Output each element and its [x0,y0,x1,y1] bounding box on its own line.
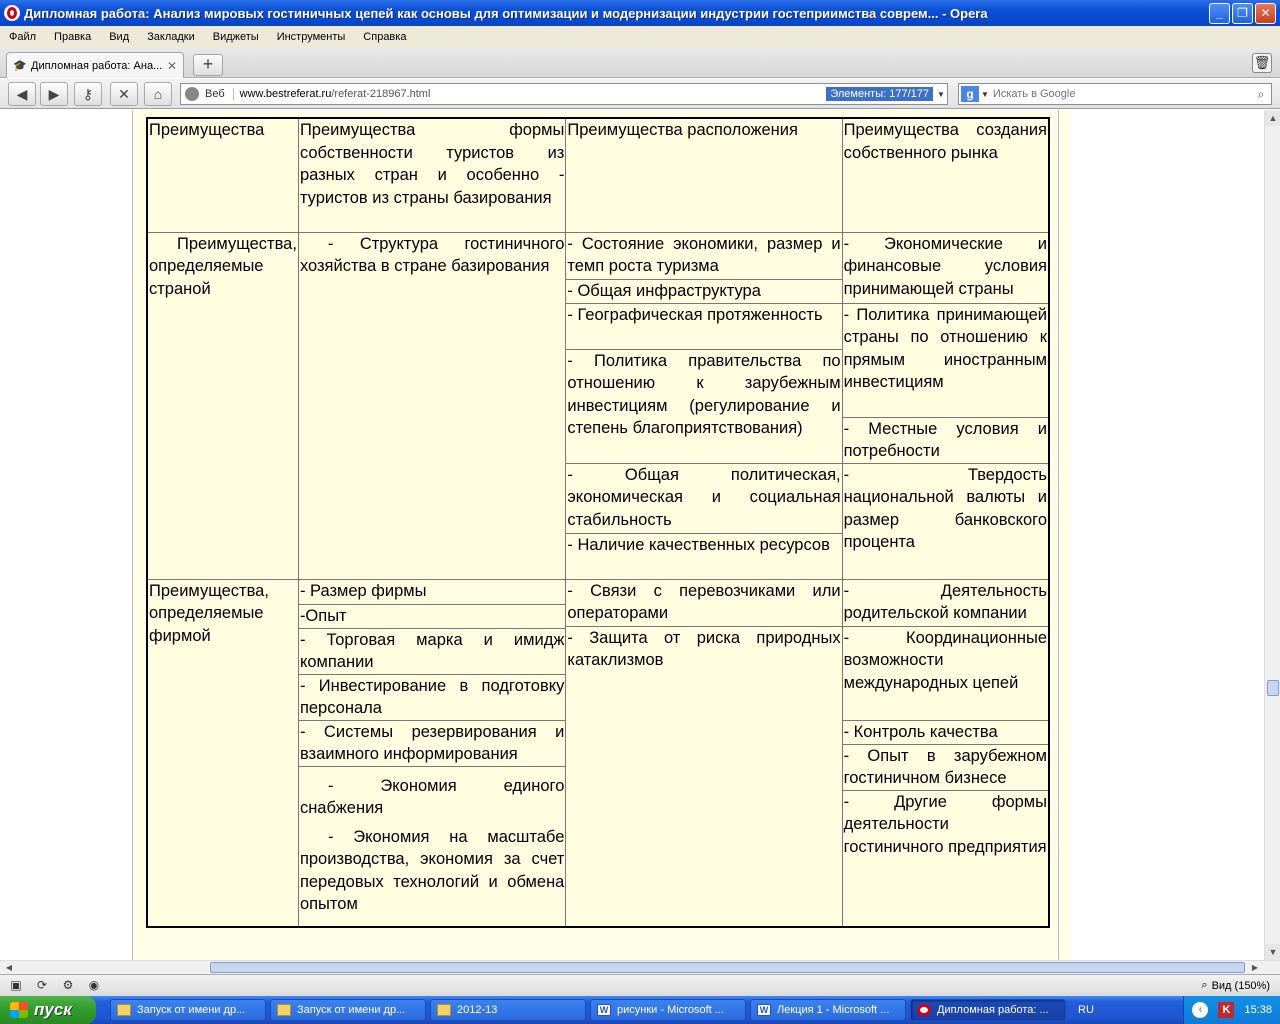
zoom-control[interactable] [1201,979,1270,992]
turbo-icon[interactable]: ◉ [88,977,100,992]
new-tab-button[interactable]: + [193,54,223,76]
menu-view[interactable]: Вид [109,31,130,43]
page-side-strip [1058,110,1070,960]
scroll-down-icon[interactable]: ▼ [1265,944,1280,960]
table-cell [842,232,1049,579]
taskbar-item[interactable] [270,999,426,1021]
address-bar[interactable] [180,83,948,105]
menu-bar [0,26,1280,48]
table-cell [566,232,842,579]
stop-button[interactable]: ✕ [110,82,138,106]
scroll-thumb[interactable] [210,962,1245,973]
wand-key-button[interactable]: ⚷ [74,82,102,106]
menu-help[interactable]: Справка [363,31,407,43]
list-item: - Общая инфраструктура [566,279,841,303]
clock: 15:38 [1244,1004,1272,1016]
tab-label: Дипломная работа: Ана... [31,59,163,72]
magnifier-icon: ⌕ [1201,979,1208,991]
table-cell [842,579,1049,927]
opera-logo-icon [4,5,20,21]
chevron-down-icon[interactable]: ▼ [981,89,989,99]
start-button[interactable] [0,996,96,1024]
taskbar-item[interactable] [750,999,906,1021]
menu-widgets[interactable]: Виджеты [212,31,259,43]
list-item: - Экономия на масштабе производства, экономия за счет передовых технологий и обмена опытом [299,827,565,913]
taskbar [0,996,1280,1024]
taskbar-item-label: 2012-13 [457,1004,498,1016]
forward-button[interactable]: ▶ [40,82,68,106]
find-results: Элементы: 177/177 [826,87,933,101]
zoom-label: Вид (150%) [1211,979,1270,992]
status-bar [0,974,1280,996]
word-icon: W [597,1004,611,1016]
folder-icon [437,1004,451,1016]
list-item: - Общая политическая, экономическая и социальная стабильность [566,463,841,533]
tab-active[interactable] [6,52,184,78]
address-type[interactable]: Веб [205,88,234,100]
tab-bar [0,48,1280,78]
list-item: - Контроль качества [843,720,1048,744]
taskbar-item-label: Дипломная работа: ... [937,1004,1049,1016]
list-item: - Местные условия и потребности [843,417,1048,463]
vertical-scrollbar[interactable] [1264,110,1280,960]
table-row [147,232,1049,579]
list-item: - Географическая протяженность [566,303,841,349]
taskbar-item[interactable] [430,999,586,1021]
list-item: - Торговая марка и имидж компании [299,628,565,674]
list-item: - Другие формы деятельности гостиничного предприятия [843,790,1048,926]
list-item: - Состояние экономики, размер и темп роста туризма [567,234,841,275]
taskbar-item[interactable] [590,999,746,1021]
menu-edit[interactable]: Правка [54,31,92,43]
window-title: Дипломная работа: Анализ мировых гостиничных цепей как основы для оптимизации и модернизации индустрии гостеприимства соврем... - Opera [24,5,988,21]
table-cell: Преимущества расположения [566,118,842,232]
taskbar-item-label: Запуск от имени др... [137,1004,246,1016]
table-cell [298,579,565,927]
chevron-down-icon[interactable]: ▼ [937,89,945,99]
table-cell [566,579,842,927]
menu-bookmarks[interactable]: Закладки [147,31,195,43]
taskbar-item-active[interactable] [910,999,1066,1021]
trash-icon[interactable]: 🗑 [1252,53,1272,73]
back-button[interactable]: ◀ [8,82,36,106]
advantages-table [146,117,1050,928]
menu-file[interactable]: Файл [9,31,37,43]
list-item: - Системы резервирования и взаимного информирования [299,720,565,766]
list-item: - Экономические и финансовые условия принимающей страны [843,234,1047,298]
start-label: пуск [34,1000,72,1019]
taskbar-item[interactable] [110,999,266,1021]
home-button[interactable]: ⌂ [144,82,172,106]
tab-close-icon[interactable]: ✕ [166,58,177,73]
title-bar [0,0,1280,26]
list-item: - Защита от риска природных катаклизмов [566,626,841,926]
table-cell: Преимущества, определяемые фирмой [147,579,298,927]
search-bar [958,83,1272,105]
list-item: - Наличие качественных ресурсов [566,533,841,579]
table-cell: Преимущества формы собственности туристов из разных стран и особенно - туристов из страны базирования [298,118,565,232]
table-cell: Преимущества создания собственного рынка [842,118,1049,232]
list-item: - Размер фирмы [299,581,427,600]
folder-icon [277,1004,291,1016]
close-button[interactable]: ✕ [1255,3,1276,24]
taskbar-item-label: Лекция 1 - Microsoft ... [777,1004,890,1016]
url-field[interactable] [240,88,827,100]
table-row [147,579,1049,927]
url-host: www.bestreferat.ru [239,88,332,100]
scroll-thumb[interactable] [1267,680,1279,696]
graduation-cap-icon: 🎓 [13,59,27,72]
horizontal-scrollbar[interactable] [0,960,1280,974]
list-item: - Твердость национальной валюты и размер банковского процента [843,463,1048,579]
list-item: -Опыт [299,604,565,628]
list-item: - Деятельность родительской компании [843,581,1047,622]
list-item: - Связи с перевозчиками или операторами [567,581,841,622]
scroll-right-icon[interactable]: ▶ [1251,963,1259,972]
folder-icon [117,1004,131,1016]
table-cell: Преимущества [147,118,298,232]
table-cell: Преимущества, определяемые страной [147,232,298,579]
url-path: /referat-218967.html [331,88,431,100]
antivirus-icon[interactable]: K [1218,1002,1234,1018]
word-icon: W [757,1004,771,1016]
unite-icon[interactable]: ⚙ [62,977,74,992]
maximize-button[interactable]: ❐ [1232,3,1253,24]
list-item: - Опыт в зарубежном гостиничном бизнесе [843,744,1048,790]
table-row [147,118,1049,232]
table-cell: - Структура гостиничного хозяйства в стране базирования [298,232,565,579]
scroll-left-icon[interactable]: ◀ [5,963,13,972]
system-tray [1183,996,1280,1024]
windows-flag-icon [10,1002,28,1018]
language-indicator[interactable]: RU [1078,1004,1094,1016]
nav-bar [0,79,1280,109]
scroll-up-icon[interactable]: ▲ [1265,110,1280,126]
menu-tools[interactable]: Инструменты [276,31,346,43]
list-item: - Политика принимающей страны по отношению к прямым иностранным инвестициям [843,303,1048,417]
google-icon[interactable]: g [961,86,979,102]
list-item: - Инвестирование в подготовку персонала [299,674,565,720]
list-item: - Политика правительства по отношению к зарубежным инвестициям (регулирование и степень благоприятствования) [566,349,841,463]
panel-toggle-icon[interactable]: ▣ [10,977,22,992]
list-item: - Координационные возможности международных цепей [843,626,1048,720]
globe-icon [185,87,199,101]
tray-arrow-icon[interactable]: ‹ [1192,1002,1208,1018]
search-icon[interactable]: ⌕ [1257,86,1265,101]
taskbar-item-label: рисунки - Microsoft ... [617,1004,724,1016]
minimize-button[interactable]: _ [1209,3,1230,24]
sync-icon[interactable]: ⟳ [36,977,48,992]
opera-icon [917,1004,931,1016]
list-item: - Экономия единого снабжения [299,766,565,826]
search-input[interactable] [993,88,1251,100]
taskbar-item-label: Запуск от имени др... [297,1004,406,1016]
